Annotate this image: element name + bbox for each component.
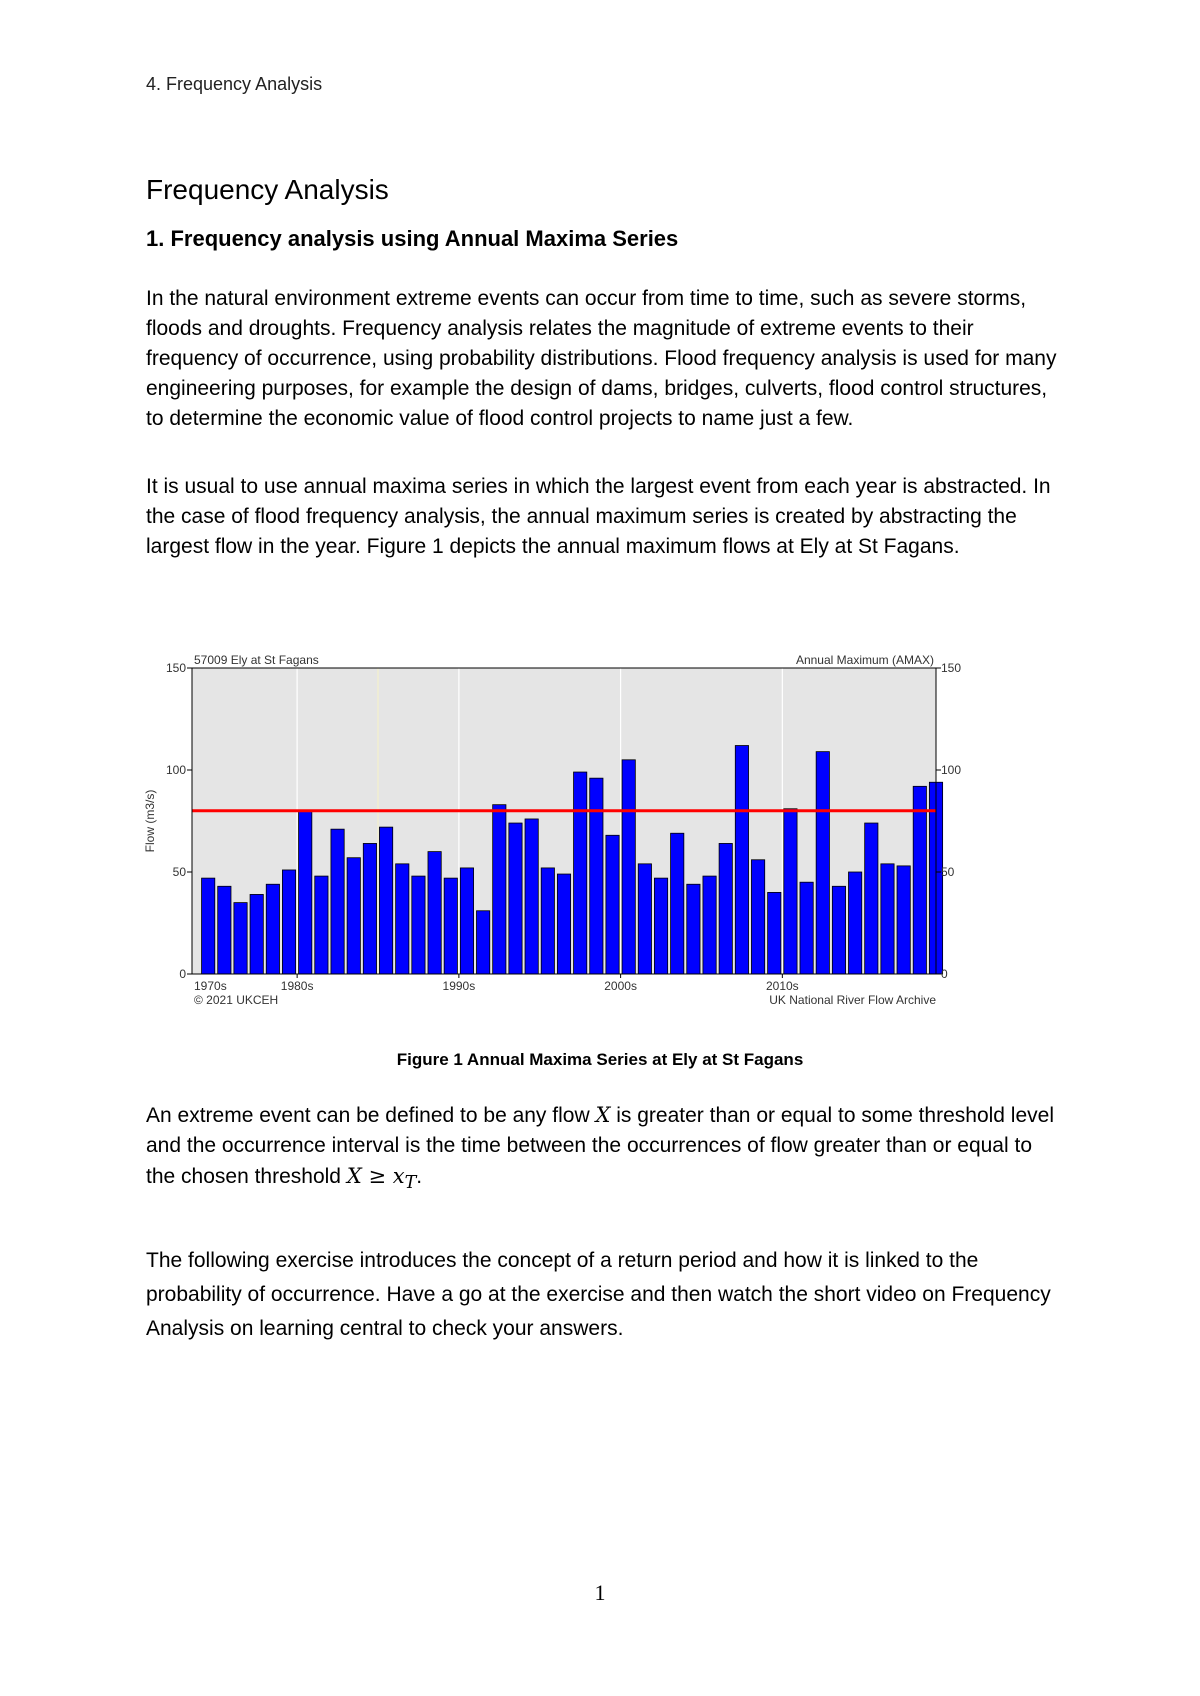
threshold-inequality: X ≥ x	[346, 1164, 405, 1188]
bar-2001	[638, 864, 651, 974]
paragraph-extreme-event	[146, 1100, 1066, 1198]
bar-2004	[687, 884, 700, 974]
credit-right: UK National River Flow Archive	[769, 993, 936, 1007]
bar-2011	[800, 882, 813, 974]
bar-2003	[671, 833, 684, 974]
bar-1988	[428, 852, 441, 974]
bar-2014	[848, 872, 861, 974]
text-run: is greater than or equal to some threshold level and the occurrence interval is the time between the occurrences of flow greater than or equal to the chosen threshold	[146, 1104, 1054, 1188]
bar-1992	[493, 805, 506, 974]
bar-2002	[654, 878, 667, 974]
x-tick-label: 2010s	[765, 979, 799, 993]
bar-2012	[816, 752, 829, 974]
paragraph-annual-maxima: It is usual to use annual maxima series in which the largest event from each year is abstracted. In the case of flood frequency analysis, the annual maximum series is created by abstracting the largest flow in the year. Figure 1 depicts the annual maximum flows at Ely at St Fagans.	[146, 475, 1051, 558]
y-tick-label-left: 150	[165, 661, 186, 675]
y-tick-label-right: 50	[941, 865, 955, 879]
bar-2005	[703, 876, 716, 974]
bar-1986	[396, 864, 409, 974]
bar-1991	[476, 911, 489, 974]
bar-1982	[331, 829, 344, 974]
y-tick-label-right: 0	[941, 967, 948, 981]
text-run: An extreme event can be defined to be any flow	[146, 1104, 596, 1127]
x-tick-label: 2000s	[604, 979, 637, 993]
bar-1981	[315, 876, 328, 974]
chart-subtitle: Annual Maximum (AMAX)	[795, 653, 934, 667]
y-tick-label-left: 100	[165, 763, 186, 777]
bar-1998	[590, 778, 603, 974]
bar-1990	[460, 868, 473, 974]
chart-svg	[140, 646, 970, 1036]
bar-1995	[541, 868, 554, 974]
chart-title: 57009 Ely at St Fagans	[194, 653, 319, 667]
bar-1994	[525, 819, 538, 974]
bar-1984	[363, 843, 376, 974]
text-run: .	[416, 1165, 423, 1188]
bar-1975	[218, 886, 231, 974]
bar-2013	[832, 886, 845, 974]
bar-1999	[606, 835, 619, 974]
bar-1993	[509, 823, 522, 974]
bar-2015	[865, 823, 878, 974]
section-heading: 1. Frequency analysis using Annual Maxima Series	[146, 226, 679, 251]
bar-2007	[735, 746, 748, 974]
bar-2000	[622, 760, 635, 974]
y-tick-label-right: 100	[941, 763, 962, 777]
bar-1979	[282, 870, 295, 974]
bar-1974	[202, 878, 215, 974]
bar-1996	[557, 874, 570, 974]
bar-2018	[913, 786, 926, 974]
page-title: Frequency Analysis	[146, 174, 389, 205]
bar-1985	[379, 827, 392, 974]
bar-2008	[751, 860, 764, 974]
bar-1997	[574, 772, 587, 974]
bar-2009	[768, 892, 781, 974]
bar-1977	[250, 894, 263, 974]
bar-2017	[897, 866, 910, 974]
y-axis-label: Flow (m3/s)	[143, 789, 157, 853]
paragraph-intro: In the natural environment extreme events can occur from time to time, such as severe storms, floods and droughts. Frequency analysis relates the magnitude of extreme events to their frequency of occurrence, using probability distributions. Flood frequency analysis is used for many engineering purposes, for example the design of dams, bridges, culverts, flood control structures, to determine the economic value of flood control projects to name just a few.	[146, 287, 1057, 430]
y-tick-label-left: 50	[172, 865, 186, 879]
credit-left: © 2021 UKCEH	[194, 993, 279, 1007]
bar-1980	[299, 811, 312, 974]
bar-1976	[234, 903, 247, 974]
subscript-t: T	[404, 1173, 417, 1194]
annual-maxima-chart	[140, 646, 970, 1041]
bar-1987	[412, 876, 425, 974]
y-tick-label-left: 0	[179, 967, 186, 981]
bar-1978	[266, 884, 279, 974]
variable-x: X	[595, 1103, 611, 1127]
bar-2010	[784, 809, 797, 974]
bar-1989	[444, 878, 457, 974]
x-tick-label: 1980s	[280, 979, 314, 993]
x-tick-label: 1970s	[194, 979, 227, 993]
paragraph-exercise: The following exercise introduces the concept of a return period and how it is linked to the probability of occurrence. Have a go at the exercise and then watch the short video on Frequency Analysis on learning central to check your answers.	[146, 1249, 1051, 1340]
running-header: 4. Frequency Analysis	[146, 74, 323, 94]
figure-caption: Figure 1 Annual Maxima Series at Ely at St Fagans	[396, 1050, 804, 1069]
x-tick-label: 1990s	[442, 979, 476, 993]
bar-2016	[881, 864, 894, 974]
bar-1983	[347, 858, 360, 974]
y-tick-label-right: 150	[941, 661, 962, 675]
page-number: 1	[594, 1580, 606, 1605]
bar-2006	[719, 843, 732, 974]
